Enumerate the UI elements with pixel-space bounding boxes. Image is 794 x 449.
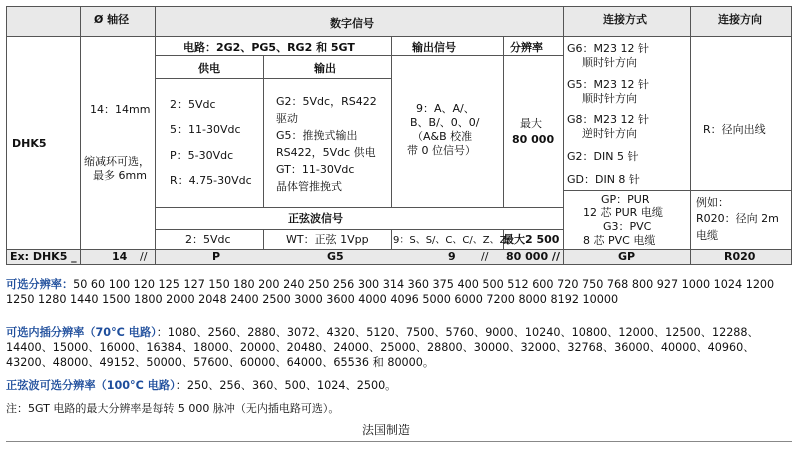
example-separator: // xyxy=(140,250,148,263)
resolution-item: 最大 xyxy=(520,117,542,130)
sine-resolution: 最大2 500 xyxy=(503,233,560,246)
connection-item: G6：M23 12 针 xyxy=(567,42,650,55)
interp-text: ：1080、2560、2880、3072、4320、5120、7500、5760、9000、10240、10800、12000、12500、12288、14400、15000、16000、16384、18000、20000、20480、24000、25000、28800、30000、32000、32768、36000、40000、40960、43200、48000、49152、50000、57600、60000、64000、65536 和 80000。 xyxy=(6,326,759,369)
example-direction: R020 xyxy=(724,250,756,263)
shaft-note: 最多 6mm xyxy=(93,169,147,182)
direction-item: 例如： xyxy=(696,196,729,209)
connection-item: 顺时针方向 xyxy=(582,92,637,105)
example-output: G5 xyxy=(327,250,344,263)
signal-item: 9：A、A/、 xyxy=(416,102,475,115)
resolution-item: 80 000 xyxy=(512,133,555,146)
output-item: G5：推挽式输出 xyxy=(276,129,358,142)
connection-header: 连接方式 xyxy=(603,13,647,26)
output-item: RS422，5Vdc 供电 xyxy=(276,146,376,159)
model-name: DHK5 xyxy=(12,137,47,150)
supply-item: P：5-30Vdc xyxy=(170,149,234,162)
sine-output: WT：正弦 1Vpp xyxy=(286,233,369,246)
connection-item: 8 芯 PVC 电缆 xyxy=(583,234,656,247)
sine-supply: 2：5Vdc xyxy=(185,233,231,246)
shaft-header: Ø 轴径 xyxy=(94,13,130,26)
digital-signal-header: 数字信号 xyxy=(330,17,374,30)
supply-item: 5：11-30Vdc xyxy=(170,123,241,136)
sine-signal: 9：S、S/、C、C/、Z、Z/ xyxy=(393,235,510,246)
interp-paragraph xyxy=(6,325,792,370)
sine-header: 正弦波信号 xyxy=(288,212,343,225)
example-separator: // xyxy=(481,250,489,263)
note: 注：5GT 电路的最大分辨率是每转 5 000 脉冲（无内插电路可选）。 xyxy=(6,402,340,415)
signal-item: （A&B 校准 xyxy=(412,130,473,143)
shaft-note: 缩减环可选， xyxy=(84,155,150,168)
shaft-value: 14：14mm xyxy=(90,103,151,116)
resolutions-text: 50 60 100 120 125 127 150 180 200 240 250 256 300 314 360 375 400 500 512 600 720 750 768 800 927 1000 1024 1200 1250 1280 1440 1500 1800 2000 2048 2400 2500 3000 3600 4000 4096 5000 6000 7200 8000 8192 10000 xyxy=(6,278,775,306)
direction-item: R：径向出线 xyxy=(703,123,766,136)
output-item: G2：5Vdc，RS422 xyxy=(276,95,377,108)
output-item: 晶体管推挽式 xyxy=(276,180,342,193)
connection-item: 12 芯 PUR 电缆 xyxy=(583,206,663,219)
connection-item: 顺时针方向 xyxy=(582,56,637,69)
connection-item: G2：DIN 5 针 xyxy=(567,150,639,163)
resolutions-paragraph xyxy=(6,277,792,307)
signal-item: B、B/、0、0/ xyxy=(410,116,480,129)
signal-header: 输出信号 xyxy=(412,41,456,54)
example-shaft: 14 xyxy=(112,250,128,263)
example-resolution: 80 000 // xyxy=(506,250,560,263)
direction-header: 连接方向 xyxy=(718,13,762,26)
connection-item: 逆时针方向 xyxy=(582,127,637,140)
circuit-label: 电路：2G2、PG5、RG2 和 5GT xyxy=(183,41,355,54)
sine-res-text: ：250、256、360、500、1024、2500。 xyxy=(175,379,397,392)
example-supply: P xyxy=(212,250,221,263)
supply-header: 供电 xyxy=(198,62,220,75)
output-header: 输出 xyxy=(314,62,336,75)
output-item: 驱动 xyxy=(276,112,298,125)
signal-item: 带 0 位信号） xyxy=(407,144,476,157)
example-label: Ex: DHK5 _ xyxy=(10,250,77,263)
connection-item: GP：PUR xyxy=(601,193,650,206)
supply-item: R：4.75-30Vdc xyxy=(170,174,252,187)
connection-item: GD：DIN 8 针 xyxy=(567,173,640,186)
resolutions-label: 可选分辨率： xyxy=(6,278,74,291)
interp-label: 可选内插分辨率（70°C 电路） xyxy=(6,326,157,339)
connection-item: G5：M23 12 针 xyxy=(567,78,650,91)
connection-item: G3：PVC xyxy=(603,220,652,233)
direction-item: 电缆 xyxy=(696,229,718,242)
direction-item: R020：径向 2m xyxy=(696,212,779,225)
resolution-header: 分辨率 xyxy=(510,41,543,54)
sine-res-label: 正弦波可选分辨率（100°C 电路） xyxy=(6,379,176,392)
connection-item: G8：M23 12 针 xyxy=(567,113,650,126)
example-connection: GP xyxy=(618,250,636,263)
output-item: GT：11-30Vdc xyxy=(276,163,355,176)
example-signal: 9 xyxy=(448,250,456,263)
sine-res-paragraph xyxy=(6,378,792,393)
footer-made-in: 法国制造 xyxy=(362,423,411,437)
supply-item: 2：5Vdc xyxy=(170,98,216,111)
